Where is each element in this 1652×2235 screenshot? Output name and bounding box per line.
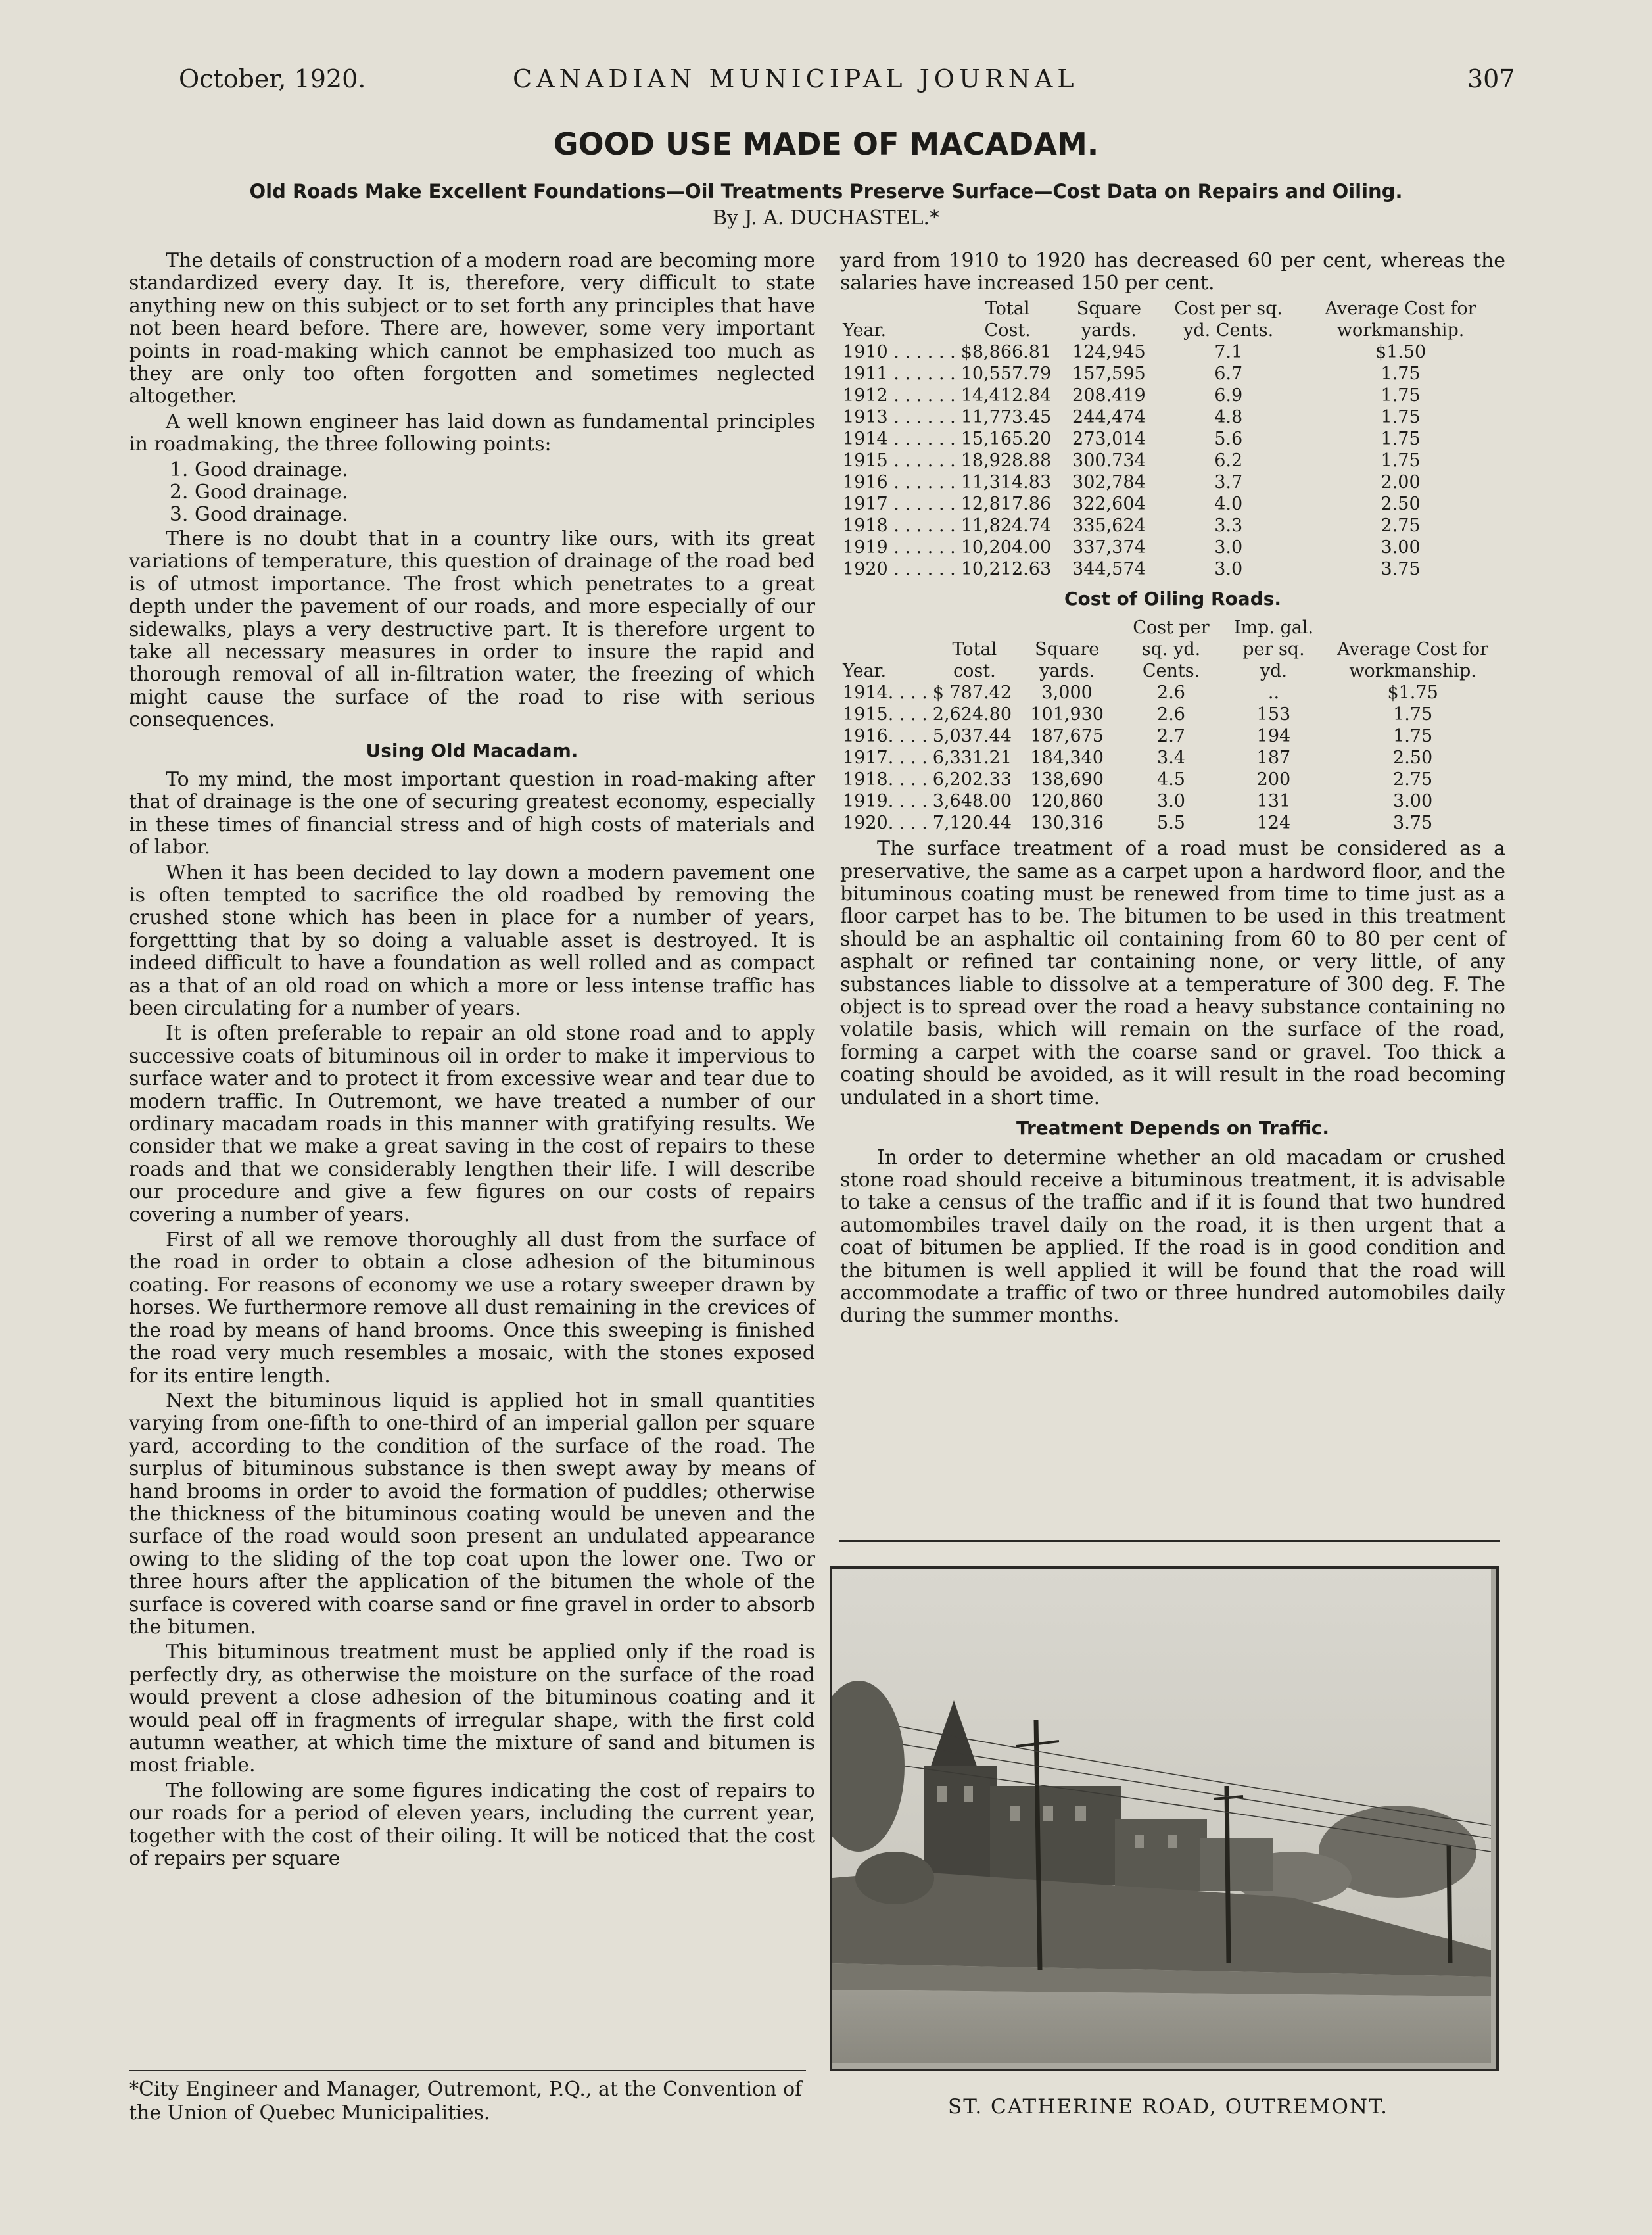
table-body [840, 682, 1505, 834]
table-cell: 7.1 [1214, 341, 1243, 362]
table-cell: $8,866.81 [960, 341, 1052, 362]
repairs-cost-table [840, 298, 1505, 580]
table-cell: 1920. . . . [843, 813, 928, 834]
table-cell: .. [1267, 683, 1280, 704]
table-cell: 131 [1256, 791, 1291, 812]
paragraph: In order to determine whether an old macadam or crushed stone road should receive a bituminous treatment, it is advisable to take a census of the traffic and if it is found that two hundred automombiles travel daily on the road, it is then urgent that a coat of bitumen be applied. If the road is in good condition and the bitumen is well applied it will be found that the road will accommodate a traffic of two or three hundred automobiles daily during the summer months. [840, 1145, 1505, 1328]
table-cell: 1.75 [1393, 726, 1433, 747]
table-cell: 3.00 [1381, 537, 1421, 558]
table-cell: 11,824.74 [960, 515, 1052, 536]
table-cell: 130,316 [1030, 813, 1104, 834]
page-number: 307 [1467, 64, 1515, 93]
table-cell: 1.75 [1381, 406, 1421, 427]
table-header: Average Cost for workmanship. [1337, 639, 1489, 682]
table-cell: 3.75 [1393, 813, 1433, 834]
table-cell: 1920 . . . . . . [843, 558, 956, 579]
table-cell: 1910 . . . . . . [843, 341, 956, 362]
table-cell: 3.0 [1214, 558, 1243, 579]
table-cell: 187,675 [1030, 726, 1104, 747]
table-cell: 157,595 [1072, 363, 1146, 384]
table-cell: 200 [1256, 769, 1291, 790]
table-cell: 124,945 [1072, 341, 1146, 362]
paragraph: This bituminous treatment must be applied only if the road is perfectly dry, as otherwise the moisture on the surface of the road would prevent a close adhesion of the bituminous coating and it would peal off in fragments of irregular shape, with the first cold autumn weather, at which time the mixture of sand and bitumen is most friable. [129, 1641, 815, 1777]
table-header: Imp. gal. per sq. yd. [1233, 617, 1314, 682]
table-cell: 6,331.21 [932, 748, 1012, 769]
table-cell: 1.75 [1381, 363, 1421, 384]
running-header-journal: CANADIAN MUNICIPAL JOURNAL [513, 64, 1079, 93]
table-cell: 101,930 [1030, 704, 1104, 725]
table-cell: 244,474 [1072, 406, 1146, 427]
table-cell: 335,624 [1072, 515, 1146, 536]
paragraph: It is often preferable to repair an old stone road and to apply successive coats of bituminous oil in order to make it impervious to surface water and to protect it from excessive wear and tear due to modern traffic. In Outremont, we have treated a number of our ordinary macadam roads in this manner with gratifying results. We consider that we make a great saving in the cost of repairs to these roads and that we considerably lengthen their life. I will describe our procedure and give a few figures on our costs of repairs covering a number of years. [129, 1022, 815, 1226]
table-row [840, 558, 1505, 580]
table-cell: 322,604 [1072, 493, 1146, 514]
table-cell: 2.50 [1393, 748, 1433, 769]
table-cell: 1915 . . . . . . [843, 450, 956, 471]
table-cell: 2.50 [1381, 493, 1421, 514]
table-title: Cost of Oiling Roads. [1064, 587, 1282, 610]
table-cell: 3.3 [1214, 515, 1243, 536]
table-cell: 3,000 [1041, 683, 1093, 704]
table-header: Total cost. [952, 639, 997, 682]
table-cell: 10,212.63 [960, 558, 1052, 579]
table-row [840, 769, 1505, 790]
table-cell: 6.7 [1214, 363, 1243, 384]
table-row [840, 385, 1505, 406]
photo-caption: ST. CATHERINE ROAD, OUTREMONT. [947, 2095, 1389, 2119]
table-cell: 184,340 [1030, 748, 1104, 769]
table-cell: 138,690 [1030, 769, 1104, 790]
list-item: 1. Good drainage. [195, 459, 815, 481]
table-cell: 1911 . . . . . . [843, 363, 956, 384]
table-cell: 5.6 [1214, 428, 1243, 449]
table-header: Total Cost. [984, 298, 1031, 341]
table-cell: 3.0 [1214, 537, 1243, 558]
table-cell: 5.5 [1157, 813, 1185, 834]
table-header: Square yards. [1076, 298, 1141, 341]
table-row [840, 790, 1505, 812]
table-cell: 3.4 [1157, 748, 1185, 769]
running-header-date: October, 1920. [179, 64, 366, 93]
table-cell: 3.00 [1393, 791, 1433, 812]
paragraph: To my mind, the most important question in road-making after that of drainage is the one of securing greatest economy, especially in these times of financial stress and of high costs of materials and of labor. [129, 767, 815, 859]
article-subtitle: Old Roads Make Excellent Foundations—Oil Treatments Preserve Surface—Cost Data on Repairs and Oiling. [249, 180, 1403, 203]
section-heading: Using Old Macadam. [366, 739, 578, 761]
table-cell: 1917. . . . [843, 748, 928, 769]
table-cell: 7,120.44 [932, 813, 1012, 834]
table-cell: 273,014 [1072, 428, 1146, 449]
table-cell: 1915. . . . [843, 704, 928, 725]
paragraph: The details of construction of a modern road are becoming more standardized every day. It is, therefore, very difficult to state anything new on this subject or to set forth any principles that have not been heard before. There are, however, some very important points in road-making which cannot be emphasized too much as they are only too often forgotten and sometimes neglected altogether. [129, 249, 815, 408]
table-row [840, 493, 1505, 515]
table-cell: 1919. . . . [843, 791, 928, 812]
table-row [840, 471, 1505, 493]
table-cell: 300.734 [1072, 450, 1146, 471]
table-cell: 344,574 [1072, 558, 1146, 579]
table-row [840, 515, 1505, 537]
table-header: Average Cost for workmanship. [1325, 298, 1476, 341]
table-cell: 1916 . . . . . . [843, 471, 956, 493]
list-item: 3. Good drainage. [195, 504, 815, 526]
table-cell: 1914. . . . [843, 683, 928, 704]
street-scene-illustration [832, 1569, 1491, 2063]
table-cell: 1.75 [1393, 704, 1433, 725]
table-row [840, 537, 1505, 558]
table-row [840, 450, 1505, 471]
table-cell: 1918. . . . [843, 769, 928, 790]
table-cell: 2.75 [1381, 515, 1421, 536]
table-cell: 10,557.79 [960, 363, 1052, 384]
table-cell: 120,860 [1030, 791, 1104, 812]
table-cell: 194 [1256, 726, 1291, 747]
table-row [840, 704, 1505, 725]
table-cell: 11,314.83 [960, 471, 1052, 493]
footnote: *City Engineer and Manager, Outremont, P.Q., at the Convention of the Union of Quebec Municipalities. [129, 2070, 806, 2125]
table-cell: 4.8 [1214, 406, 1243, 427]
list-item: 2. Good drainage. [195, 481, 815, 504]
table-cell: 10,204.00 [960, 537, 1052, 558]
table-cell: 4.5 [1157, 769, 1185, 790]
table-cell: 2.75 [1393, 769, 1433, 790]
table-cell: 1.75 [1381, 385, 1421, 406]
table-cell: 1914 . . . . . . [843, 428, 956, 449]
table-header: Cost per sq. yd. Cents. [1133, 617, 1210, 682]
table-row [840, 428, 1505, 450]
oiling-cost-table [840, 617, 1505, 834]
table-cell: 2.6 [1157, 704, 1185, 725]
table-cell: 2.6 [1157, 683, 1185, 704]
table-cell: 6.9 [1214, 385, 1243, 406]
table-body [840, 341, 1505, 580]
paragraph: When it has been decided to lay down a modern pavement one is often tempted to sacrifice the old roadbed by removing the crushed stone which has been in place for a number of years, forgettting that by so doing a valuable asset is destroyed. It is indeed difficult to have a foundation as well rolled and as compact as a that of an old road on which a more or less intense traffic has been circulating for a number of years. [129, 861, 815, 1020]
table-cell: 302,784 [1072, 471, 1146, 493]
table-cell: $1.75 [1387, 683, 1438, 704]
article-byline: By J. A. DUCHASTEL.* [712, 206, 940, 229]
table-cell: $1.50 [1375, 341, 1427, 362]
table-cell: 2.7 [1157, 726, 1185, 747]
table-cell: 3.0 [1157, 791, 1185, 812]
table-cell: 3,648.00 [932, 791, 1012, 812]
table-header: Year. [843, 661, 887, 682]
table-cell: 208.419 [1072, 385, 1146, 406]
section-heading: Treatment Depends on Traffic. [1016, 1117, 1330, 1140]
table-cell: 3.7 [1214, 471, 1243, 493]
table-cell: 153 [1256, 704, 1291, 725]
paragraph: yard from 1910 to 1920 has decreased 60 per cent, whereas the salaries have increased 150 per cent. [840, 249, 1505, 295]
table-cell: 12,817.86 [960, 493, 1052, 514]
table-cell: $ 787.42 [932, 683, 1012, 704]
table-cell: 187 [1256, 748, 1291, 769]
paragraph: Next the bituminous liquid is applied hot in small quantities varying from one-fifth to one-third of an imperial gallon per square yard, according to the condition of the surface of the road. The surplus of bituminous substance is then swept away by means of hand brooms in order to avoid the formation of puddles; otherwise the thickness of the bituminous coating would be uneven and the surface of the road would soon present an undulated appearance owing to the sliding of the top coat upon the lower one. Two or three hours after the application of the bitumen the whole of the surface is covered with coarse sand or fine gravel in order to absorb the bitumen. [129, 1389, 815, 1639]
table-cell: 1.75 [1381, 428, 1421, 449]
table-row [840, 812, 1505, 834]
table-cell: 337,374 [1072, 537, 1146, 558]
paragraph: The surface treatment of a road must be considered as a preservative, the same as a carpet upon a hardword floor, and the bituminous coating must be renewed from time to time just as a floor carpet has to be. The bitumen to be used in this treatment should be an asphaltic oil containing from 60 to 80 per cent of asphalt or refined tar containing none, or very little, of any substances liable to dissolve at a temperature of 300 deg. F. The object is to spread over the road a heavy substance containing no volatile basis, which will remain on the surface of the road, forming a carpet with the coarse sand or gravel. Too thick a coating should be avoided, as it will result in the road becoming undulated in a short time. [840, 837, 1505, 1109]
divider [839, 1540, 1500, 1542]
table-cell: 2.00 [1381, 471, 1421, 493]
table-cell: 14,412.84 [960, 385, 1052, 406]
table-row [840, 341, 1505, 363]
table-cell: 1919 . . . . . . [843, 537, 956, 558]
table-header: Cost per sq. yd. Cents. [1174, 298, 1283, 341]
table-cell: 124 [1256, 813, 1291, 834]
table-cell: 6.2 [1214, 450, 1243, 471]
table-row [840, 406, 1505, 428]
table-cell: 6,202.33 [932, 769, 1012, 790]
paragraph: There is no doubt that in a country like ours, with its great variations of temperature, this question of drainage of the road bed is of utmost importance. The frost which penetrates to a great depth under the pavement of our roads, and more especially of our sidewalks, plays a very destructive part. It is therefore urgent to take all necessary measures in order to insure the rapid and thorough removal of all in-filtration water, the freezing of which might cause the surface of the road to rise with serious consequences. [129, 527, 815, 732]
table-row [840, 363, 1505, 385]
table-header: Square yards. [1035, 639, 1100, 682]
left-column [129, 250, 815, 1873]
right-column [840, 250, 1505, 1330]
table-cell: 1.75 [1381, 450, 1421, 471]
table-cell: 1917 . . . . . . [843, 493, 956, 514]
table-cell: 2,624.80 [932, 704, 1012, 725]
table-cell: 1913 . . . . . . [843, 406, 956, 427]
table-row [840, 747, 1505, 769]
table-cell: 18,928.88 [960, 450, 1052, 471]
table-cell: 5,037.44 [932, 726, 1012, 747]
table-row [840, 725, 1505, 747]
table-cell: 15,165.20 [960, 428, 1052, 449]
paragraph: A well known engineer has laid down as fundamental principles in roadmaking, the three following points: [129, 410, 815, 456]
paragraph: First of all we remove thoroughly all dust from the surface of the road in order to obtain a close adhesion of the bituminous coating. For reasons of economy we use a rotary sweeper drawn by horses. We furthermore remove all dust remaining in the crevices of the road by means of hand brooms. Once this sweeping is finished the road very much resembles a mosaic, with the stones exposed for its entire length. [129, 1228, 815, 1387]
table-cell: 11,773.45 [960, 406, 1052, 427]
table-cell: 4.0 [1214, 493, 1243, 514]
article-title: GOOD USE MADE OF MACADAM. [553, 126, 1099, 162]
table-header: Year. [843, 320, 887, 341]
table-cell: 1916. . . . [843, 726, 928, 747]
principles-list [129, 459, 815, 527]
street-photo [830, 1566, 1499, 2071]
paragraph: The following are some figures indicating the cost of repairs to our roads for a period of eleven years, including the current year, together with the cost of their oiling. It will be noticed that the cost of repairs per square [129, 1779, 815, 1871]
table-cell: 1912 . . . . . . [843, 385, 956, 406]
table-cell: 3.75 [1381, 558, 1421, 579]
table-row [840, 682, 1505, 704]
table-cell: 1918 . . . . . . [843, 515, 956, 536]
